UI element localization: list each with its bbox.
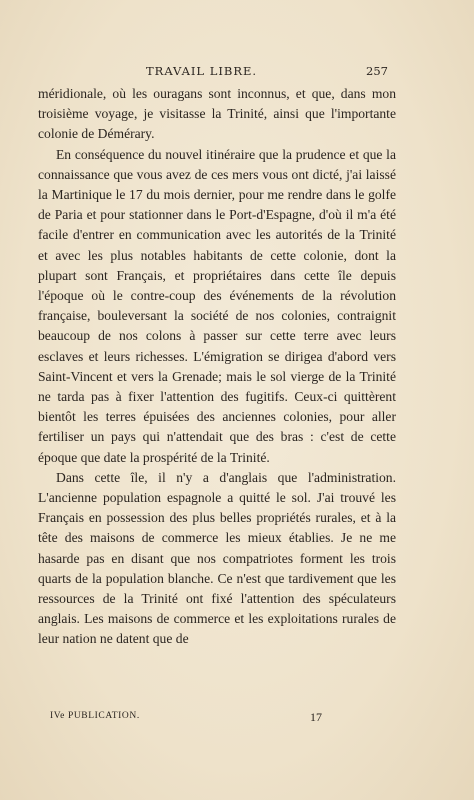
signature-mark: 17 xyxy=(310,710,322,724)
paragraph: En conséquence du nouvel itinéraire que la prudence et que la connaissance que vous avez de ces mers vous ont dicté, j'ai laissé la Martinique le 17 du mois dernier, pour me rendre dans le golfe de Paria et pour stationner dans le Port-d'Espagne, d'où il m'a été facile d'entrer en communication avec les autorités de la Trinité et avec les plus notables habitants de cette colonie, dont la plupart sont Français, et propriétaires dans cette île depuis l'époque où le contre-coup des événements de la révolution française, bouleversant la société de nos colonies, contraignit beaucoup de nos colons à passer sur cette terre avec leurs esclaves et leurs richesses. L'émigration se dirigea d'abord vers Saint-Vincent et vers la Grenade; mais le sol vierge de la Trinité ne tarda pas à fixer l'attention des fugitifs. Ceux-ci quittèrent bientôt les terres épuisées des anciennes colonies, pour aller fertiliser un pays qui n'attendait que des bras : c'est de cette époque que date la prospérité de la Trinité. xyxy=(38,146,396,465)
running-title: TRAVAIL LIBRE. xyxy=(146,64,258,78)
page-number: 257 xyxy=(366,64,388,78)
publication-note: IVe PUBLICATION. xyxy=(50,711,140,721)
paragraph-continued: méridionale, où les ouragans sont inconnus, et que, dans mon troisième voyage, je visitasse la Trinité, ainsi que l'importante colonie de Démérary. xyxy=(38,86,396,142)
page-footer xyxy=(50,710,350,724)
body-text xyxy=(38,84,396,650)
paragraph: Dans cette île, il n'y a d'anglais que l'administration. L'ancienne population espagnole a quitté le sol. J'ai trouvé les Français en possession des plus belles propriétés rurales, et à la tête des maisons de commerce les mieux établies. Je ne me hasarde pas en disant que nos compatriotes forment les trois quarts de la population blanche. Ce n'est que tardivement que les ressources de la Trinité ont fixé l'attention des spéculateurs anglais. Les maisons de commerce et les exploitations rurales de leur nation ne datent que de xyxy=(38,469,396,647)
